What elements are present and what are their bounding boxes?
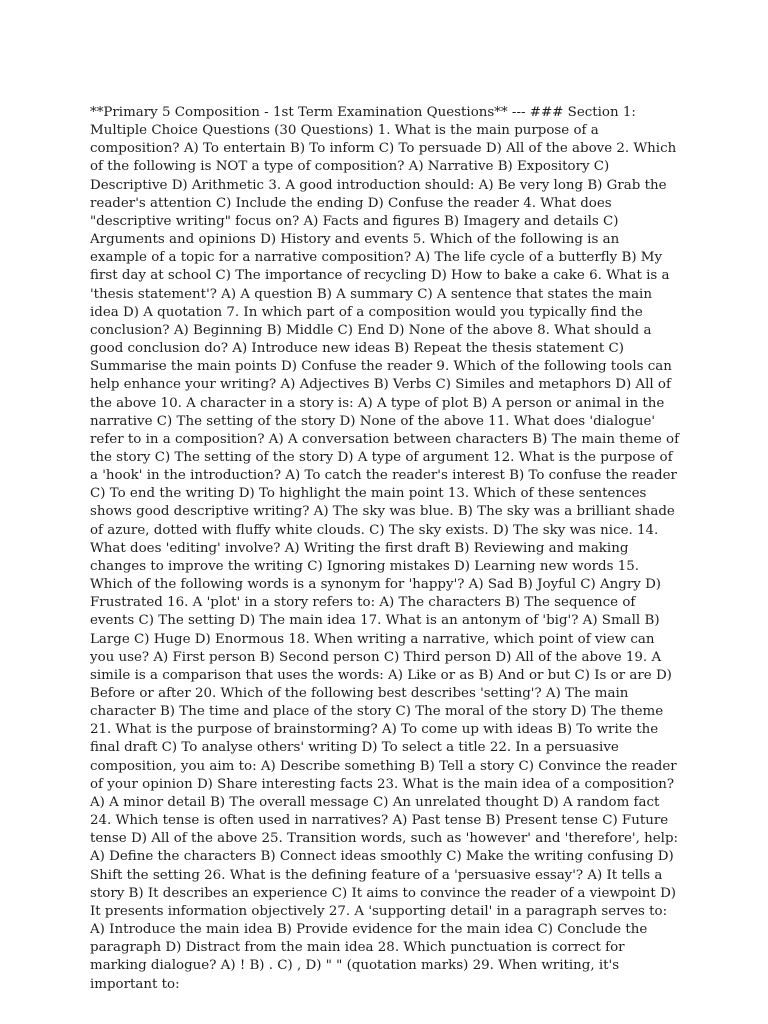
- document-body-text: **Primary 5 Composition - 1st Term Examination Questions** --- ### Section 1: Multiple Choice Questions (30 Questions) 1. What is the main purpose of a composition? A) To entertain B) To inform C) To persuade D) All of the above 2. Which of the following is NOT a type of composition? A) Narrative B) Expository C) Descriptive D) Arithmetic 3. A good introduction should: A) Be very long B) Grab the reader's attention C) Include the ending D) Confuse the reader 4. What does "descriptive writing" focus on? A) Facts and figures B) Imagery and details C) Arguments and opinions D) History and events 5. Which of the following is an example of a topic for a narrative composition? A) The life cycle of a butterfly B) My first day at school C) The importance of recycling D) How to bake a cake 6. What is a 'thesis statement'? A) A question B) A summary C) A sentence that states the main idea D) A quotation 7. In which part of a composition would you typically find the conclusion? A) Beginning B) Middle C) End D) None of the above 8. What should a good conclusion do? A) Introduce new ideas B) Repeat the thesis statement C) Summarise the main points D) Confuse the reader 9. Which of the following tools can help enhance your writing? A) Adjectives B) Verbs C) Similes and metaphors D) All of the above 10. A character in a story is: A) A type of plot B) A person or animal in the narrative C) The setting of the story D) None of the above 11. What does 'dialogue' refer to in a composition? A) A conversation between characters B) The main theme of the story C) The setting of the story D) A type of argument 12. What is the purpose of a 'hook' in the introduction? A) To catch the reader's interest B) To confuse the reader C) To end the writing D) To highlight the main point 13. Which of these sentences shows good descriptive writing? A) The sky was blue. B) The sky was a brilliant shade of azure, dotted with fluffy white clouds. C) The sky exists. D) The sky was nice. 14. What does 'editing' involve? A) Writing the first draft B) Reviewing and making changes to improve the writing C) Ignoring mistakes D) Learning new words 15. Which of the following words is a synonym for 'happy'? A) Sad B) Joyful C) Angry D) Frustrated 16. A 'plot' in a story refers to: A) The characters B) The sequence of events C) The setting D) The main idea 17. What is an antonym of 'big'? A) Small B) Large C) Huge D) Enormous 18. When writing a narrative, which point of view can you use? A) First person B) Second person C) Third person D) All of the above 19. A simile is a comparison that uses the words: A) Like or as B) And or but C) Is or are D) Before or after 20. Which of the following best describes 'setting'? A) The main character B) The time and place of the story C) The moral of the story D) The theme 21. What is the purpose of brainstorming? A) To come up with ideas B) To write the final draft C) To analyse others' writing D) To select a title 22. In a persuasive composition, you aim to: A) Describe something B) Tell a story C) Convince the reader of your opinion D) Share interesting facts 23. What is the main idea of a composition? A) A minor detail B) The overall message C) An unrelated thought D) A random fact 24. Which tense is often used in narratives? A) Past tense B) Present tense C) Future tense D) All of the above 25. Transition words, such as 'however' and 'therefore', help: A) Define the characters B) Connect ideas smoothly C) Make the writing confusing D) Shift the setting 26. What is the defining feature of a 'persuasive essay'? A) It tells a story B) It describes an experience C) It aims to convince the reader of a viewpoint D) It presents information objectively 27. A 'supporting detail' in a paragraph serves to: A) Introduce the main idea B) Provide evidence for the main idea C) Conclude the paragraph D) Distract from the main idea 28. Which punctuation is correct for marking dialogue? A) ! B) . C) , D) " " (quotation marks) 29. When writing, it's important to:: [90, 105, 680, 992]
